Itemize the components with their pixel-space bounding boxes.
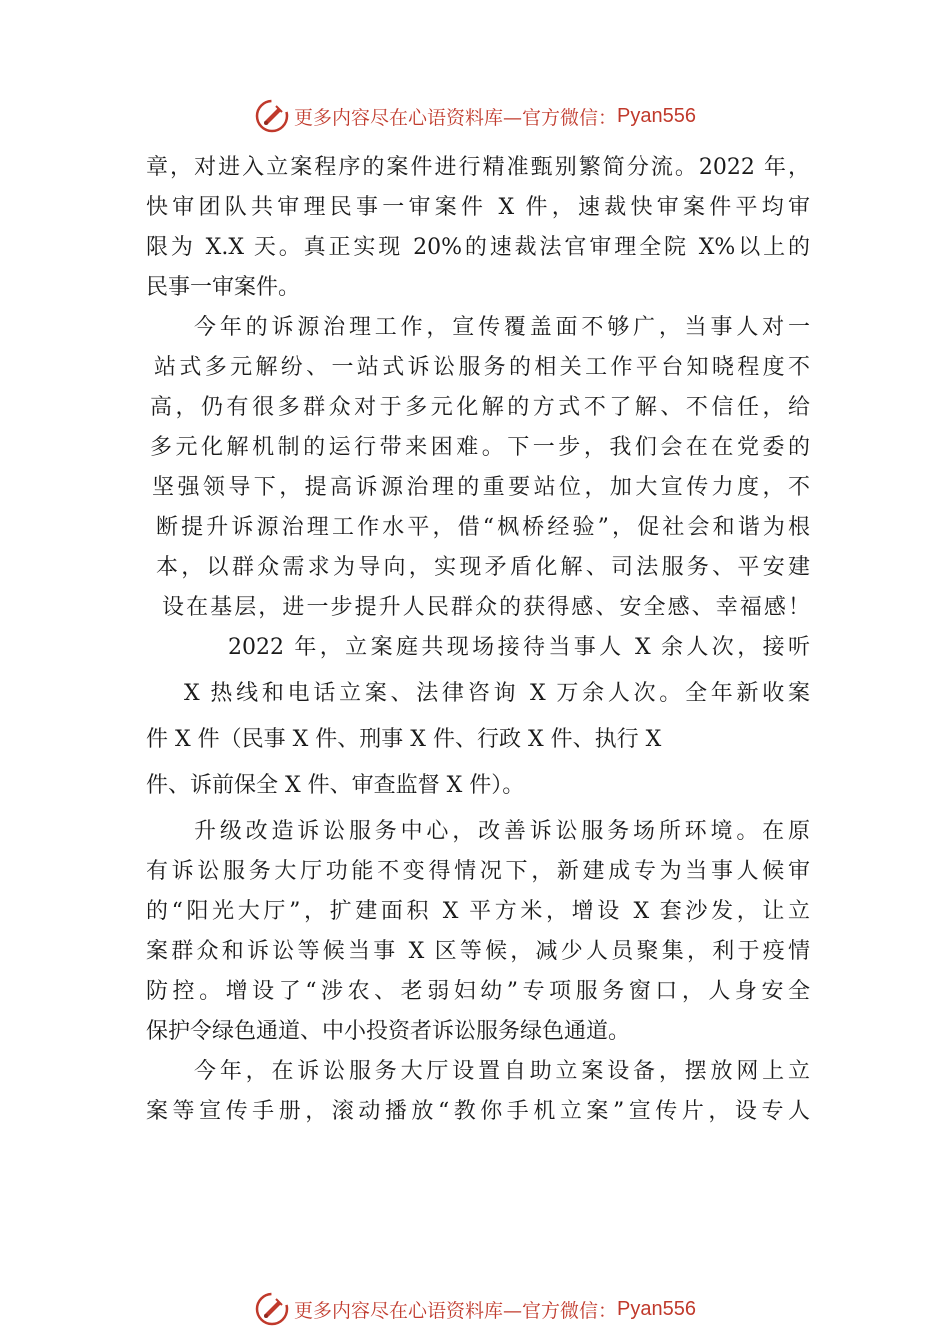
text-line: 多元化解机制的运行带来困难。下一步，我们会在在党委的 (150, 435, 810, 460)
brand-logo-icon (254, 1291, 290, 1327)
text-line: 防控。增设了“涉农、老弱妇幼”专项服务窗口，人身安全 (146, 979, 810, 1004)
brand-logo-icon (254, 98, 290, 134)
text-line: 案群众和诉讼等候当事 X 区等候，减少人员聚集，利于疫情 (146, 939, 810, 964)
text-line: 章，对进入立案程序的案件进行精准甄别繁简分流。2022 年， (146, 155, 810, 180)
paragraph-5 (146, 1052, 810, 1132)
text-line: 民事一审案件。 (146, 275, 301, 300)
footer-wechat-id: Pyan556 (617, 1297, 696, 1320)
text-line: X 热线和电话立案、法律咨询 X 万余人次。全年新收案 (184, 681, 810, 706)
text-line: 限为 X.X 天。真正实现 20%的速裁法官审理全院 X%以上的 (146, 235, 810, 260)
text-line: 坚强领导下，提高诉源治理的重要站位，加大宣传力度，不 (152, 475, 810, 500)
text-line: 今年的诉源治理工作，宣传覆盖面不够广，当事人对一 (194, 315, 810, 340)
text-line: 设在基层，进一步提升人民群众的获得感、安全感、幸福感！ (162, 595, 810, 620)
header-banner-text: 更多内容尽在心语资料库—官方微信： (294, 106, 618, 129)
text-line: 快审团队共审理民事一审案件 X 件，速裁快审案件平均审 (146, 195, 810, 220)
text-line: 站式多元解纷、一站式诉讼服务的相关工作平台知晓程度不 (154, 355, 810, 380)
header-wechat-id: Pyan556 (617, 104, 696, 127)
text-line: 有诉讼服务大厅功能不变得情况下，新建成专为当事人候审 (146, 859, 810, 884)
text-line: 升级改造诉讼服务中心，改善诉讼服务场所环境。在原 (194, 819, 810, 844)
text-line: 高，仍有很多群众对于多元化解的方式不了解、不信任，给 (150, 395, 810, 420)
text-line: 的“阳光大厅”，扩建面积 X 平方米，增设 X 套沙发，让立 (146, 899, 810, 924)
footer-banner-text: 更多内容尽在心语资料库—官方微信： (294, 1299, 618, 1322)
text-line: 件 X 件（民事 X 件、刑事 X 件、行政 X 件、执行 X (146, 727, 662, 752)
document-body (146, 148, 810, 1132)
text-line: 断提升诉源治理工作水平，借“枫桥经验”，促社会和谐为根 (156, 515, 810, 540)
paragraph-4 (146, 812, 810, 1052)
paragraph-3 (146, 628, 810, 806)
text-line: 案等宣传手册，滚动播放“教你手机立案”宣传片，设专人 (146, 1099, 810, 1124)
text-line: 件、诉前保全 X 件、审查监督 X 件）。 (146, 773, 525, 798)
paragraph-1 (146, 148, 810, 308)
text-line: 今年，在诉讼服务大厅设置自助立案设备，摆放网上立 (194, 1059, 810, 1084)
text-line: 本，以群众需求为导向，实现矛盾化解、司法服务、平安建 (156, 555, 810, 580)
header-banner (0, 96, 950, 136)
text-line: 2022 年，立案庭共现场接待当事人 X 余人次，接听 (228, 635, 810, 660)
footer-banner (0, 1289, 950, 1329)
text-line: 保护令绿色通道、中小投资者诉讼服务绿色通道。 (146, 1019, 631, 1044)
paragraph-2 (146, 308, 810, 628)
